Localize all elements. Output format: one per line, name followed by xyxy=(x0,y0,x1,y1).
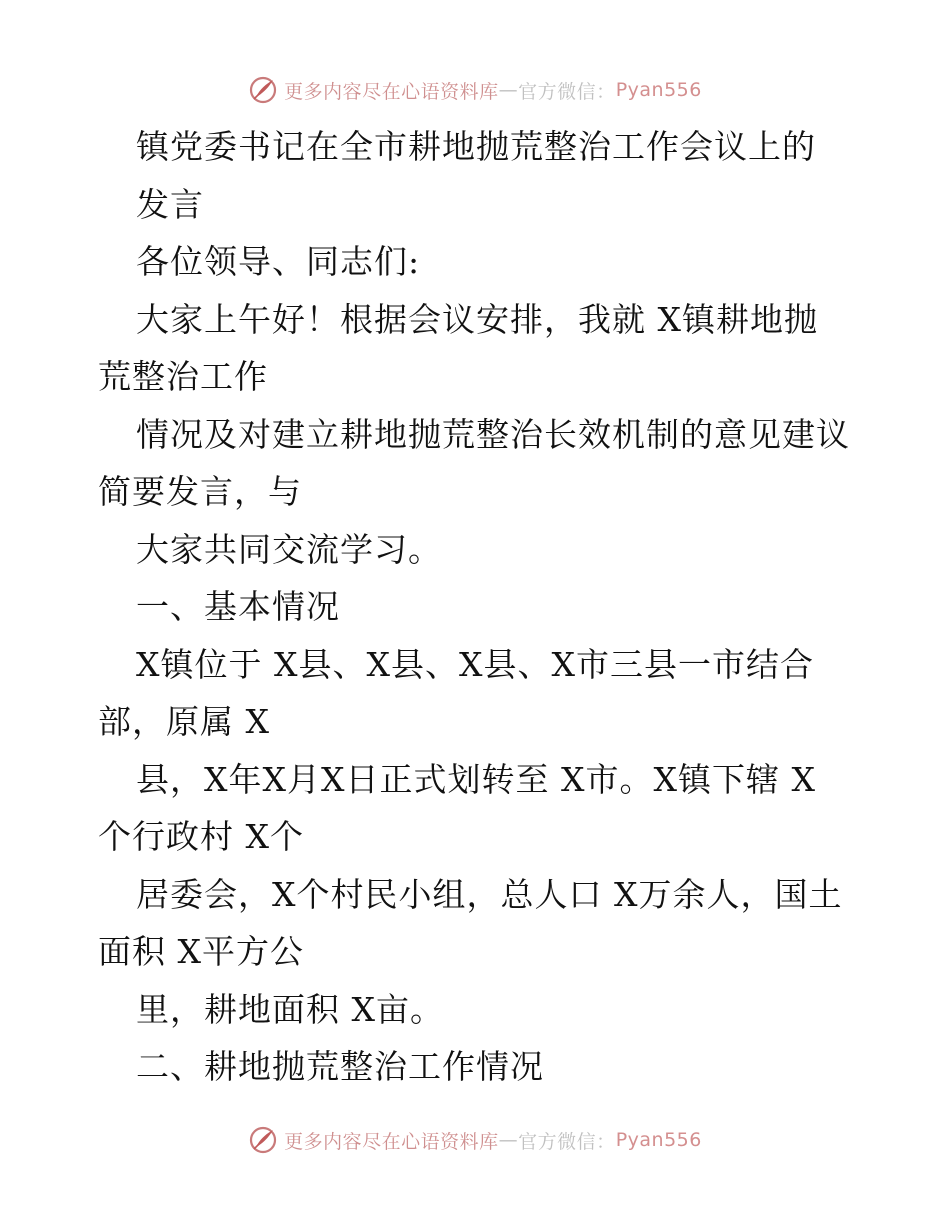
header-watermark xyxy=(0,70,950,110)
footer-watermark xyxy=(0,1120,950,1160)
title-line-2: 发言 xyxy=(136,184,204,224)
title-line-1: 镇党委书记在全市耕地抛荒整治工作会议上的 xyxy=(136,127,816,166)
paragraph-line: 大家共同交流学习。 xyxy=(136,529,442,569)
paragraph-line: 面积 X平方公 xyxy=(98,932,304,971)
paragraph-line: 荒整治工作 xyxy=(98,357,268,396)
paragraph-line: 居委会，X个村民小组，总人口 X万余人，国土 xyxy=(136,874,843,914)
paragraph-line: 县，X年X月X日正式划转至 X市。X镇下辖 X xyxy=(136,759,816,799)
feather-logo-icon xyxy=(248,1125,278,1155)
paragraph-line: 里，耕地面积 X亩。 xyxy=(136,989,444,1029)
paragraph-line: 个行政村 X个 xyxy=(98,817,304,856)
section-heading: 二、耕地抛荒整治工作情况 xyxy=(136,1047,544,1086)
paragraph-line: 部，原属 X xyxy=(98,702,270,741)
paragraph-line: 大家上午好！根据会议安排，我就 X镇耕地抛 xyxy=(136,299,818,339)
feather-logo-icon xyxy=(248,75,278,105)
watermark-id: Pyan556 xyxy=(615,1129,702,1151)
watermark-label: 官方微信： xyxy=(518,1130,616,1153)
paragraph-line: 情况及对建立耕地抛荒整治长效机制的意见建议 xyxy=(136,414,850,454)
paragraph-line: 简要发言，与 xyxy=(98,472,302,511)
watermark-brand: 更多内容尽在心语资料库 xyxy=(284,1130,499,1153)
watermark-separator: — xyxy=(498,1129,519,1151)
salutation: 各位领导、同志们: xyxy=(136,242,421,281)
watermark-brand: 更多内容尽在心语资料库 xyxy=(284,80,499,103)
paragraph-line: X镇位于 X县、X县、X县、X市三县一市结合 xyxy=(136,644,814,684)
watermark-id: Pyan556 xyxy=(615,79,702,101)
document-body xyxy=(0,118,950,1096)
watermark-separator: — xyxy=(498,79,519,101)
section-heading: 一、基本情况 xyxy=(136,587,340,626)
watermark-label: 官方微信： xyxy=(518,80,616,103)
